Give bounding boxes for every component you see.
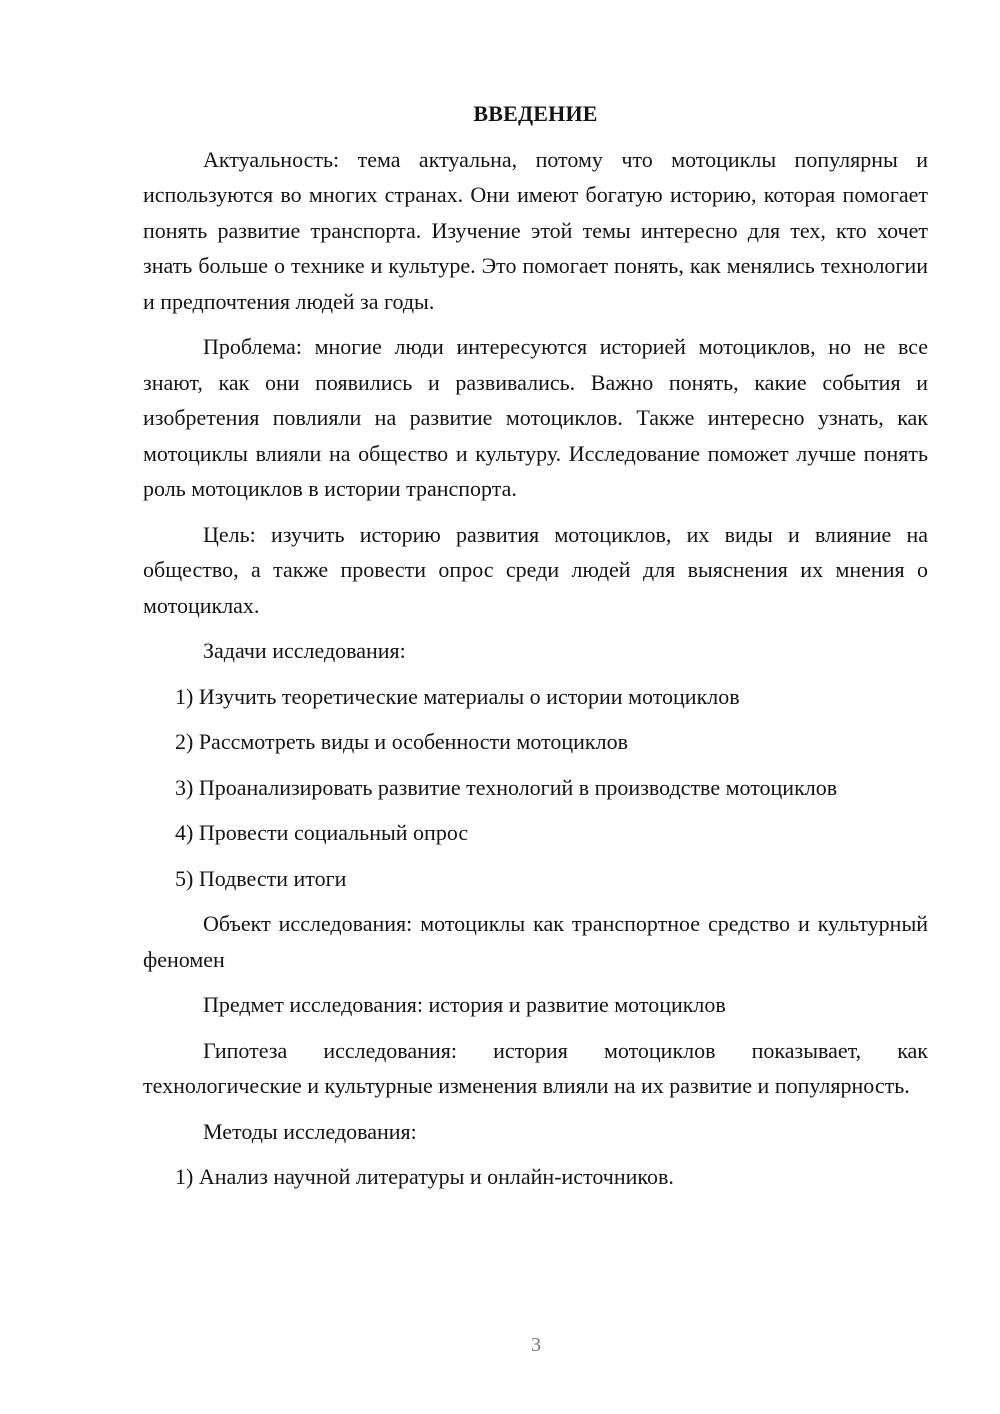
- methods-heading: Методы исследования:: [203, 1118, 417, 1144]
- goal-paragraph: Цель: изучить историю развития мотоциклов, их виды и влияние на общество, а также провести опрос среди людей для выяснения их мнения о мотоциклах.: [143, 521, 928, 618]
- object-paragraph: Объект исследования: мотоциклы как транспортное средство и культурный феномен: [143, 911, 928, 972]
- page-number: 3: [531, 1334, 541, 1356]
- method-item-1: 1) Анализ научной литературы и онлайн-источников.: [175, 1164, 674, 1189]
- task-item-2: 2) Рассмотреть виды и особенности мотоциклов: [175, 729, 628, 754]
- problem-paragraph: Проблема: многие люди интересуются историей мотоциклов, но не все знают, как они появились и развивались. Важно понять, какие события и изобретения повлияли на развитие мотоциклов. Также интересно узнать, как мотоциклы влияли на общество и культуру. Исследование поможет лучше понять роль мотоциклов в истории транспорта.: [143, 334, 928, 501]
- task-item-3: 3) Проанализировать развитие технологий в производстве мотоциклов: [175, 774, 838, 800]
- subject-paragraph: Предмет исследования: история и развитие мотоциклов: [203, 992, 726, 1017]
- task-item-5: 5) Подвести итоги: [175, 865, 347, 891]
- task-item-1: 1) Изучить теоретические материалы о истории мотоциклов: [175, 683, 740, 709]
- relevance-paragraph: Актуальность: тема актуальна, потому что мотоциклы популярны и используются во многих странах. Они имеют богатую историю, которая помогает понять развитие транспорта. Изучение этой темы интересно для тех, кто хочет знать больше о технике и культуре. Это помогает понять, как менялись технологии и предпочтения людей за годы.: [143, 146, 928, 314]
- task-item-4: 4) Провести социальный опрос: [175, 820, 469, 845]
- hypothesis-paragraph: Гипотеза исследования: история мотоциклов показывает, как технологические и культурные изменения влияли на их развитие и популярность.: [143, 1037, 928, 1098]
- section-title: ВВЕДЕНИЕ: [473, 101, 598, 126]
- document-page: [143, 96, 928, 1205]
- tasks-heading: Задачи исследования:: [203, 638, 406, 663]
